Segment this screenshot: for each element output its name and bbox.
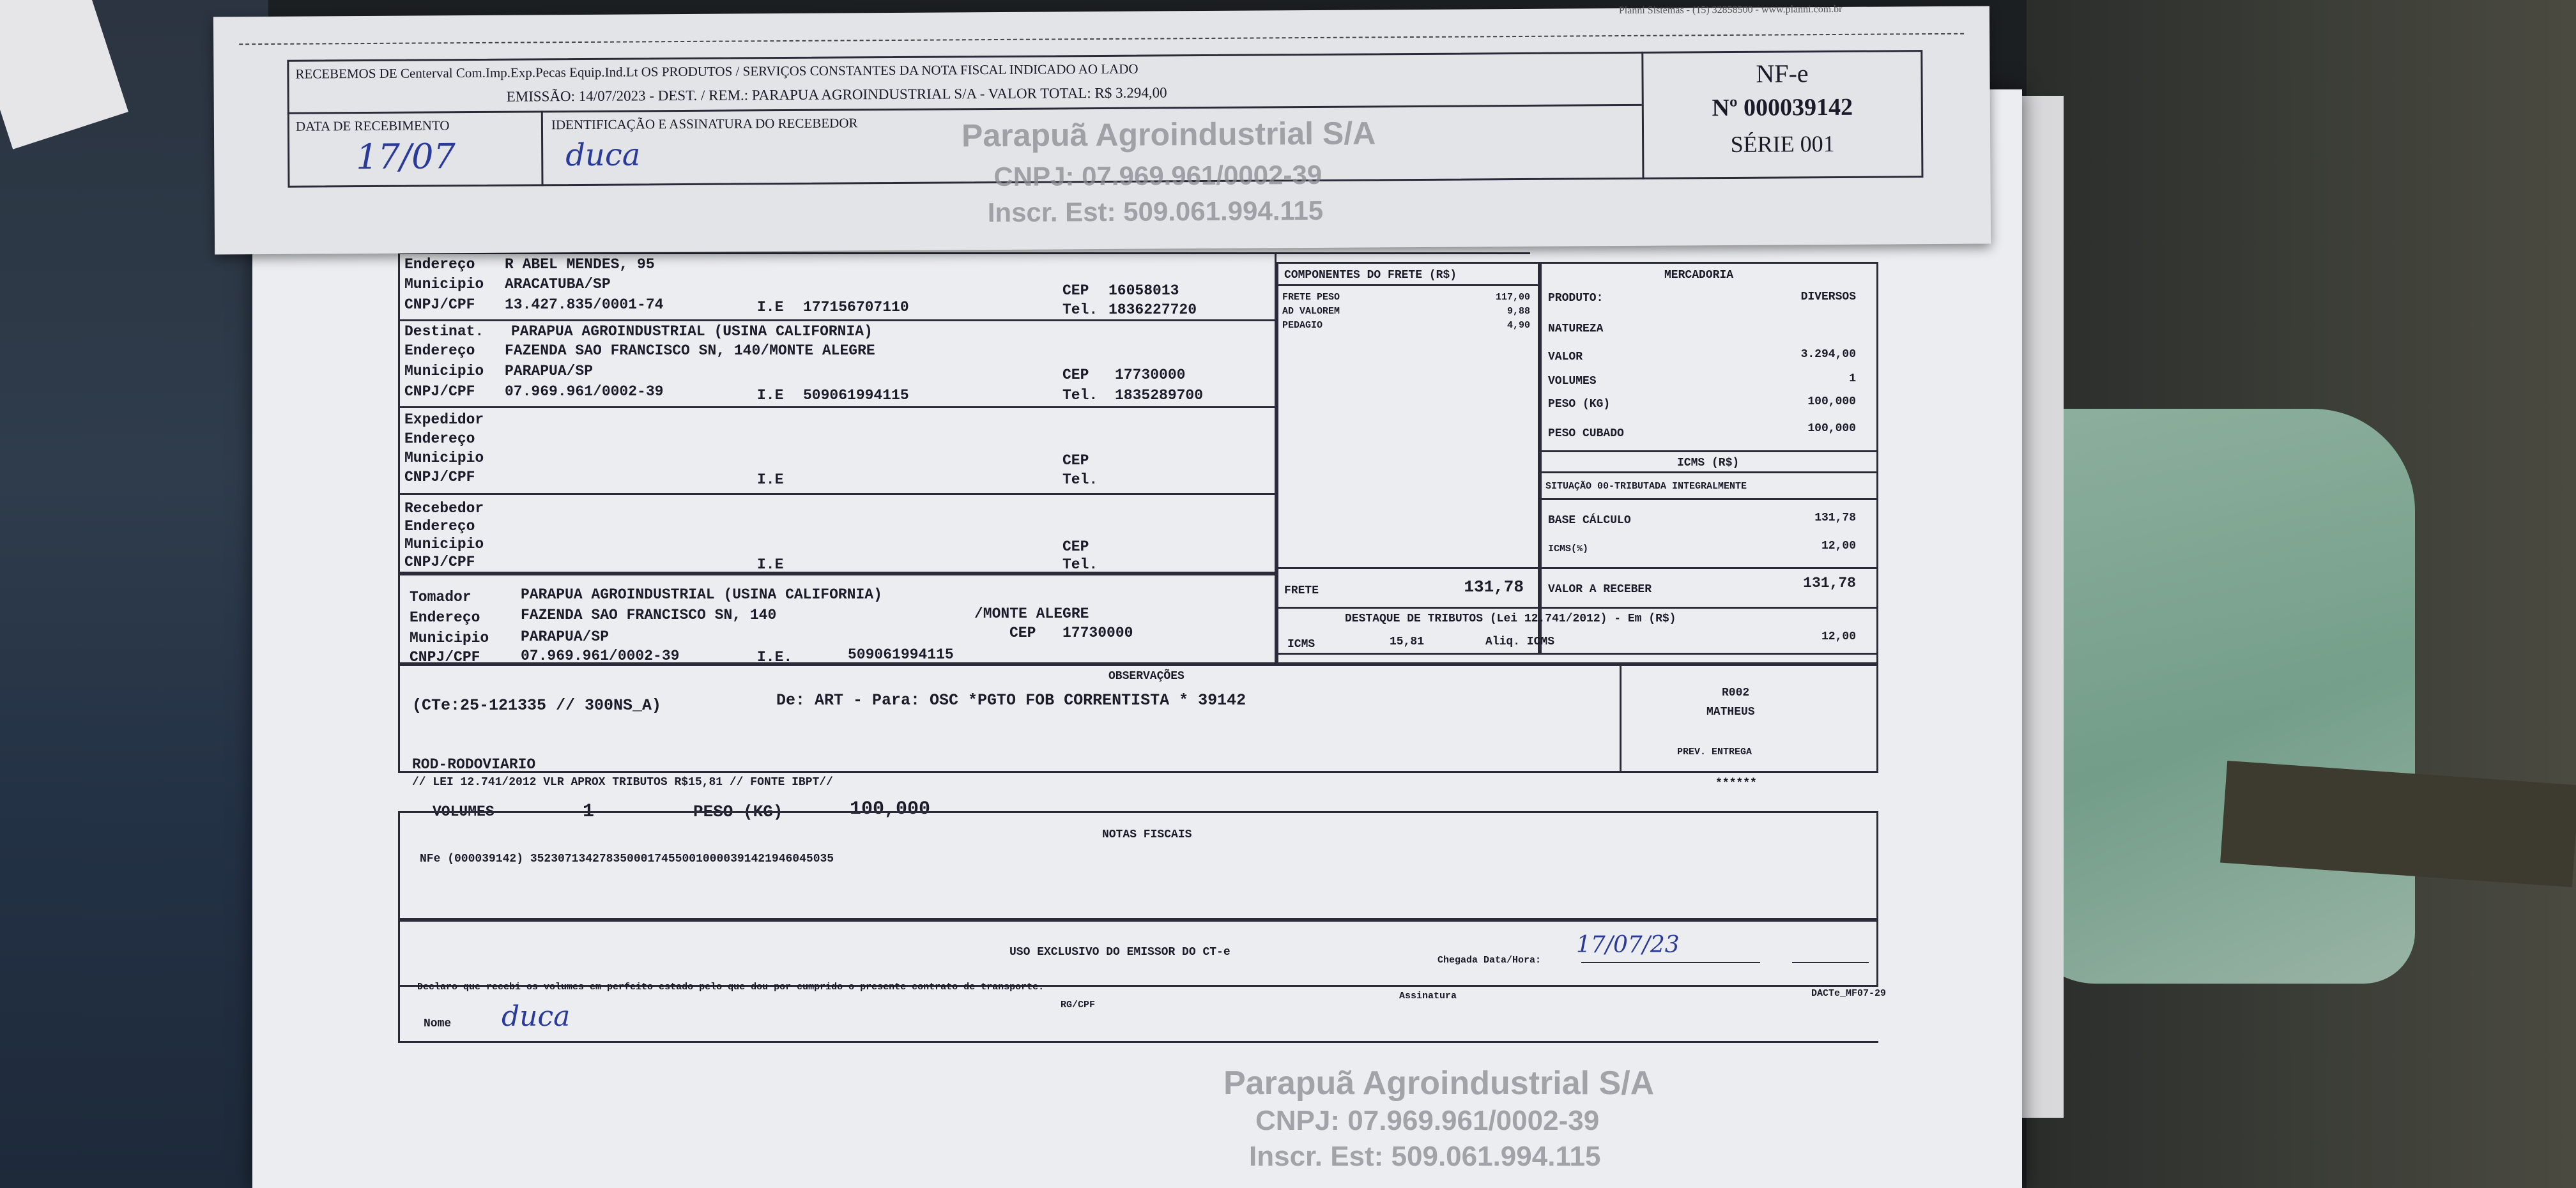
- tributos-icms-label: ICMS: [1287, 638, 1315, 651]
- stub-recebemos: RECEBEMOS DE Centerval Com.Imp.Exp.Pecas Equip.Ind.Lt OS PRODUTOS / SERVIÇOS CONSTANTES DA NOTA FISCAL INDICADO AO LADO: [295, 61, 1138, 82]
- destinatario-endereco-label: Endereço: [404, 342, 475, 359]
- frete-item-value: 4,90: [1506, 320, 1530, 331]
- destinatario-municipio: PARAPUA/SP: [505, 363, 594, 379]
- frete-item-label: PEDAGIO: [1282, 320, 1323, 331]
- divider-remetente: [398, 319, 1276, 321]
- mercadoria-peso: 100,000: [1807, 395, 1856, 408]
- emissor-title: USO EXCLUSIVO DO EMISSOR DO CT-e: [1009, 946, 1230, 959]
- divider-expedidor: [398, 493, 1276, 495]
- destinatario-label: Destinat.: [404, 323, 484, 340]
- mercadoria-volumes-label: VOLUMES: [1548, 375, 1597, 388]
- observacoes-line2: ROD-RODOVIARIO: [412, 756, 536, 773]
- observacoes-line3: // LEI 12.741/2012 VLR APROX TRIBUTOS R$15,81 // FONTE IBPT//: [412, 776, 833, 789]
- notas-line: NFe (000039142) 35230713427835000174550010000391421946045035: [420, 853, 834, 865]
- tomador-endereco-cont: /MONTE ALEGRE: [974, 605, 1089, 622]
- declaro-text: Declaro que recebi os volumes em perfeito estado pelo que dou por cumprido o presente contrato de transporte.: [417, 982, 1045, 993]
- destinatario-ie: 509061994115: [803, 387, 909, 404]
- mercadoria-peso-label: PESO (KG): [1548, 398, 1611, 411]
- destinatario-ie-label: I.E: [757, 387, 784, 404]
- recebedor-municipio-label: Municipio: [404, 536, 484, 552]
- observacoes-volumes: 1: [583, 801, 595, 823]
- frete-item-value: 9,88: [1506, 306, 1530, 317]
- nome-label: Nome: [424, 1017, 452, 1030]
- divider-mercadoria-icms: [1540, 450, 1878, 452]
- background-cloth: [2019, 409, 2415, 984]
- tomador-municipio: PARAPUA/SP: [521, 628, 610, 645]
- chegada-line: [1581, 962, 1760, 963]
- tomador-municipio-label: Municipio: [410, 630, 489, 646]
- divider-observacoes-right: [1620, 664, 1621, 773]
- notas-frame: [398, 811, 1878, 920]
- tributos-title: DESTAQUE DE TRIBUTOS (Lei 12.741/2012) - Em (R$): [1345, 613, 1676, 625]
- remetente-endereco-label: Endereço: [404, 256, 475, 273]
- tomador-cnpj-label: CNPJ/CPF: [410, 649, 480, 666]
- destinatario-cnpj-label: CNPJ/CPF: [404, 383, 475, 400]
- remetente-ie: 177156707110: [803, 299, 909, 316]
- tomador-endereco-label: Endereço: [410, 609, 480, 626]
- observacoes-line1b: De: ART - Para: OSC *PGTO FOB CORRENTISTA * 39142: [776, 691, 1246, 710]
- recebedor-label: Recebedor: [404, 500, 484, 517]
- expedidor-municipio-label: Municipio: [404, 450, 484, 466]
- stub-data-recebimento-value: 17/07: [356, 136, 456, 178]
- mercadoria-natureza-label: NATUREZA: [1548, 323, 1604, 335]
- recebedor-cnpj-label: CNPJ/CPF: [404, 554, 475, 570]
- tomador-label: Tomador: [410, 589, 471, 605]
- recebedor-ie-label: I.E: [757, 556, 784, 573]
- recebedor-tel-label: Tel.: [1062, 556, 1098, 573]
- icms-base-label: BASE CÁLCULO: [1548, 514, 1631, 527]
- tributos-icms: 15,81: [1390, 636, 1425, 648]
- destinatario-cnpj: 07.969.961/0002-39: [505, 383, 664, 400]
- notas-title: NOTAS FISCAIS: [1102, 828, 1192, 841]
- expedidor-cep-label: CEP: [1062, 452, 1089, 469]
- remetente-tel-label: Tel.: [1062, 301, 1098, 318]
- dacte-sheet: [252, 89, 2022, 1188]
- emissor-bottom-rule: [398, 1041, 1878, 1043]
- frete-title: COMPONENTES DO FRETE (R$): [1284, 269, 1457, 282]
- stub-software-footer: Planni Sistemas - (15) 32858500 - www.planni.com.br: [1618, 3, 1843, 17]
- destinatario-municipio-label: Municipio: [404, 363, 484, 379]
- observacoes-title: OBSERVAÇÕES: [1108, 670, 1184, 683]
- recebedor-endereco-label: Endereço: [404, 518, 475, 535]
- destinatario-tel-label: Tel.: [1062, 387, 1098, 404]
- destinatario-tel: 1835289700: [1115, 387, 1204, 404]
- stub-stamp-inscricao: Inscr. Est: 509.061.994.115: [987, 195, 1324, 228]
- observacoes-line1: (CTe:25-121335 // 300NS_A): [412, 696, 662, 715]
- divider-icms-title: [1540, 471, 1878, 473]
- tomador-cep-label: CEP: [1009, 625, 1036, 641]
- stub-assinatura: duca: [565, 137, 641, 174]
- stamp-inscricao: Inscr. Est: 509.061.994.115: [1249, 1141, 1601, 1172]
- stub-perforation: [239, 33, 1964, 45]
- stub-emissao: EMISSÃO: 14/07/2023 - DEST. / REM.: PARAPUA AGROINDUSTRIAL S/A - VALOR TOTAL: R$ 3.294,00: [506, 84, 1167, 105]
- observacoes-nome: MATHEUS: [1706, 706, 1755, 719]
- icms-receber: 131,78: [1803, 575, 1856, 591]
- destinatario-nome: PARAPUA AGROINDUSTRIAL (USINA CALIFORNIA): [511, 323, 873, 340]
- destinatario-endereco: FAZENDA SAO FRANCISCO SN, 140/MONTE ALEGRE: [505, 342, 875, 359]
- stub-stamp-company: Parapuã Agroindustrial S/A: [961, 115, 1376, 154]
- observacoes-code: R002: [1722, 687, 1750, 699]
- divider-frete-total: [1276, 567, 1540, 569]
- destinatario-cep: 17730000: [1115, 367, 1186, 383]
- remetente-cep-label: CEP: [1062, 282, 1089, 299]
- assinatura-label: Assinatura: [1399, 991, 1457, 1001]
- tributos-aliq: 12,00: [1821, 630, 1856, 643]
- icms-title: ICMS (R$): [1677, 457, 1740, 469]
- stub-nfe-serie: SÉRIE 001: [1730, 130, 1835, 157]
- remetente-cep: 16058013: [1108, 282, 1179, 299]
- stub-nfe-title: NF-e: [1756, 59, 1809, 88]
- mercadoria-volumes: 1: [1849, 372, 1856, 385]
- recebedor-cep-label: CEP: [1062, 538, 1089, 555]
- divider-frete-title: [1276, 284, 1540, 286]
- hora-line: [1792, 962, 1869, 963]
- expedidor-endereco-label: Endereço: [404, 430, 475, 447]
- expedidor-tel-label: Tel.: [1062, 471, 1098, 488]
- icms-aliq-label: ICMS(%): [1548, 544, 1589, 554]
- observacoes-peso-label: PESO (KG): [693, 802, 783, 821]
- prev-entrega-label: PREV. ENTREGA: [1677, 747, 1752, 758]
- icms-receber-label: VALOR A RECEBER: [1548, 583, 1652, 596]
- icms-situacao: SITUAÇÃO 00-TRIBUTADA INTEGRALMENTE: [1545, 481, 1747, 492]
- receipt-stub: [213, 3, 1991, 255]
- tomador-ie: 509061994115: [848, 646, 954, 663]
- frete-total-value: 131,78: [1464, 577, 1524, 597]
- tributos-aliq-label: Aliq. ICMS: [1485, 636, 1555, 648]
- remetente-municipio: ARACATUBA/SP: [505, 276, 611, 293]
- frete-item-label: FRETE PESO: [1282, 292, 1340, 303]
- stub-data-recebimento-label: DATA DE RECEBIMENTO: [295, 118, 450, 134]
- tomador-nome: PARAPUA AGROINDUSTRIAL (USINA CALIFORNIA): [521, 586, 882, 603]
- dacte-code: DACTe_MF07-29: [1811, 988, 1887, 999]
- stub-nfe-numero: Nº 000039142: [1712, 93, 1853, 122]
- observacoes-volumes-label: VOLUMES: [433, 803, 494, 820]
- remetente-tel: 1836227720: [1108, 301, 1197, 318]
- stamp-company: Parapuã Agroindustrial S/A: [1223, 1065, 1655, 1102]
- mercadoria-peso-cubado: 100,000: [1807, 422, 1856, 435]
- remetente-ie-label: I.E: [757, 299, 784, 316]
- mercadoria-valor: 3.294,00: [1800, 348, 1856, 361]
- destinatario-cep-label: CEP: [1062, 367, 1089, 383]
- tomador-endereco: FAZENDA SAO FRANCISCO SN, 140: [521, 607, 777, 623]
- frete-item-value: 117,00: [1495, 292, 1530, 303]
- divider-icms-receber: [1540, 567, 1878, 569]
- expedidor-cnpj-label: CNPJ/CPF: [404, 469, 475, 485]
- emissor-left-rule: [398, 987, 400, 1041]
- expedidor-ie-label: I.E: [757, 471, 784, 488]
- remetente-endereco: R ABEL MENDES, 95: [505, 256, 655, 273]
- divider-icms-situacao: [1540, 498, 1878, 500]
- remetente-cnpj-label: CNPJ/CPF: [404, 296, 475, 313]
- mercadoria-produto-label: PRODUTO:: [1548, 292, 1604, 305]
- stub-identificacao-label: IDENTIFICAÇÃO E ASSINATURA DO RECEBEDOR: [551, 115, 858, 133]
- icms-aliq: 12,00: [1821, 540, 1856, 552]
- frete-item-label: AD VALOREM: [1282, 306, 1340, 317]
- mercadoria-produto: DIVERSOS: [1800, 291, 1856, 303]
- mercadoria-valor-label: VALOR: [1548, 351, 1583, 363]
- tomador-ie-label: I.E.: [757, 649, 793, 666]
- stub-stamp-cnpj: CNPJ: 07.969.961/0002-39: [993, 159, 1322, 192]
- divider-destinatario: [398, 406, 1276, 408]
- mercadoria-title: MERCADORIA: [1664, 269, 1734, 282]
- prev-entrega: ******: [1715, 777, 1757, 790]
- frete-total-label: FRETE: [1284, 584, 1319, 597]
- expedidor-label: Expedidor: [404, 411, 484, 428]
- stamp-cnpj: CNPJ: 07.969.961/0002-39: [1255, 1105, 1600, 1136]
- icms-base: 131,78: [1814, 512, 1856, 524]
- tomador-cep: 17730000: [1062, 625, 1133, 641]
- chegada-value: 17/07/23: [1576, 932, 1680, 958]
- rg-label: RG/CPF: [1061, 1000, 1096, 1010]
- observacoes-peso: 100,000: [850, 798, 931, 820]
- remetente-cnpj: 13.427.835/0001-74: [505, 296, 664, 313]
- mercadoria-peso-cubado-label: PESO CUBADO: [1548, 427, 1624, 440]
- nome-signature: duca: [502, 1000, 571, 1033]
- remetente-municipio-label: Municipio: [404, 276, 484, 293]
- tomador-cnpj: 07.969.961/0002-39: [521, 648, 680, 664]
- chegada-label: Chegada Data/Hora:: [1438, 955, 1542, 966]
